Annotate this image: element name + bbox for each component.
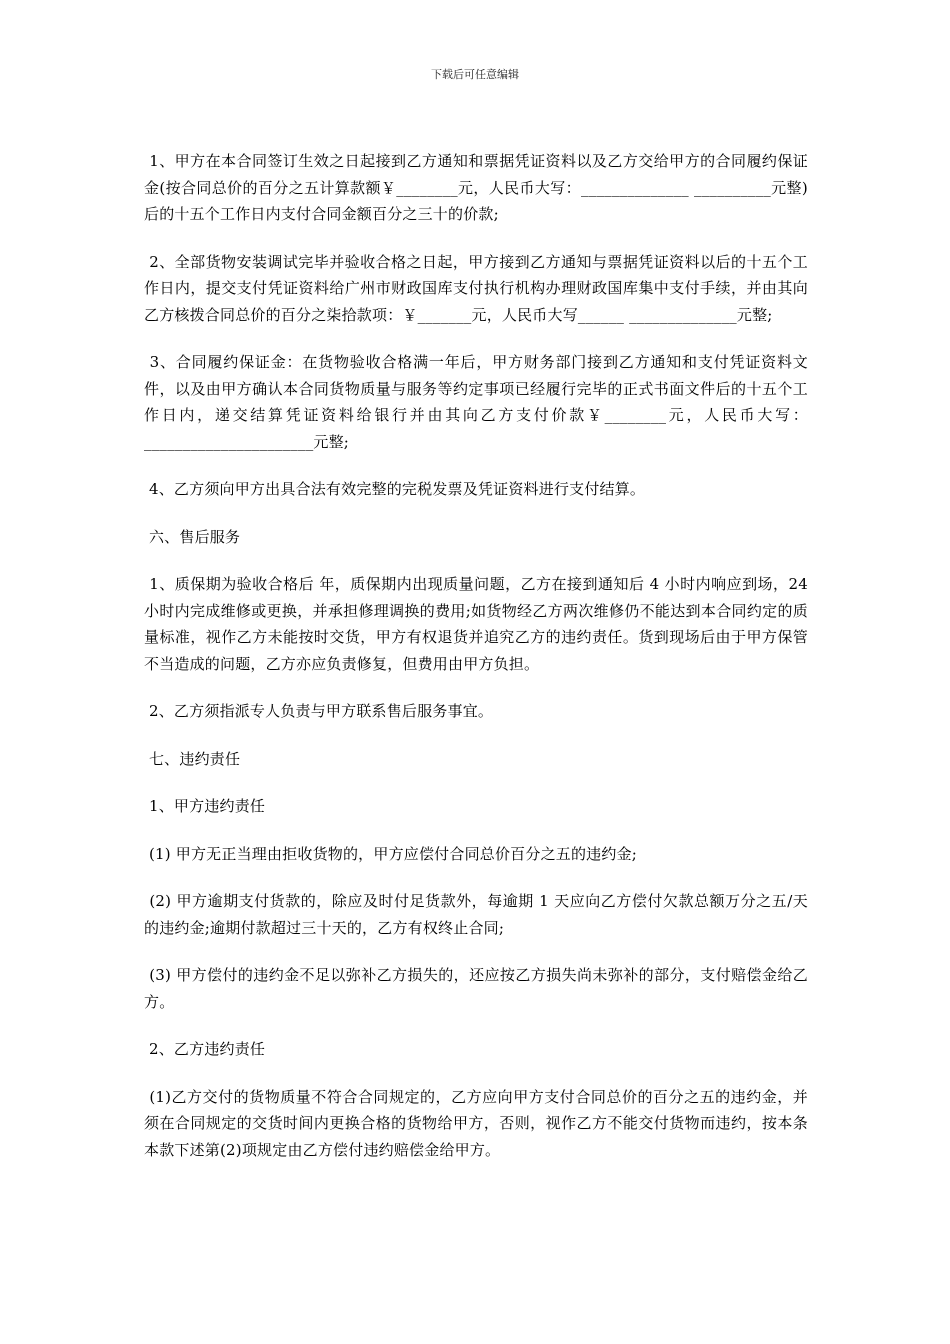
page-header-note: 下载后可任意编辑 xyxy=(431,68,519,81)
section-heading-breach: 七、违约责任 xyxy=(144,749,241,768)
party-a-breach-item-3: (3) 甲方偿付的违约金不足以弥补乙方损失的，还应按乙方损失尚未弥补的部分，支付赔偿金给乙方。 xyxy=(144,966,808,1011)
section-heading-after-sales: 六、售后服务 xyxy=(144,527,241,546)
payment-clause-4: 4、乙方须向甲方出具合法有效完整的完税发票及凭证资料进行支付结算。 xyxy=(144,480,646,498)
party-b-breach-item-1: (1)乙方交付的货物质量不符合合同规定的，乙方应向甲方支付合同总价的百分之五的违约金，并须在合同规定的交货时间内更换合格的货物给甲方，否则，视作乙方不能交付货物而违约，按本条本款下述第(2)项规定由乙方偿付违约赔偿金给甲方。 xyxy=(144,1087,809,1159)
payment-clause-2: 2、全部货物安装调试完毕并验收合格之日起，甲方接到乙方通知与票据凭证资料以后的十五个工作日内，提交支付凭证资料给广州市财政国库支付执行机构办理财政国库集中支付手续，并由其向乙方核拨合同总价的百分之柒拾款项：￥_______元，人民币大写______ ______________元整; xyxy=(144,252,809,324)
subheading-party-b-breach: 2、乙方违约责任 xyxy=(144,1040,266,1058)
after-sales-clause-1: 1、质保期为验收合格后 年，质保期内出现质量问题，乙方在接到通知后 4 小时内响应到场，24 小时内完成维修或更换，并承担修理调换的费用;如货物经乙方两次维修仍不能达到本合同约定的质量标准，视作乙方未能按时交货，甲方有权退货并追究乙方的违约责任。货到现场后由于甲方保管不当造成的问题，乙方亦应负责修复，但费用由甲方负担。 xyxy=(144,575,813,673)
party-a-breach-item-1: (1) 甲方无正当理由拒收货物的，甲方应偿付合同总价百分之五的违约金; xyxy=(144,844,638,863)
party-a-breach-item-2: (2) 甲方逾期支付货款的，除应及时付足货款外，每逾期 1 天应向乙方偿付欠款总额万分之五/天的违约金;逾期付款超过三十天的，乙方有权终止合同; xyxy=(144,892,808,937)
subheading-party-a-breach: 1、甲方违约责任 xyxy=(144,797,266,815)
payment-clause-3: 3、合同履约保证金：在货物验收合格满一年后，甲方财务部门接到乙方通知和支付凭证资料文件，以及由甲方确认本合同货物质量与服务等约定事项已经履行完毕的正式书面文件后的十五个工作日内，递交结算凭证资料给银行并由其向乙方支付价款￥________元，人民币大写：______________________元整; xyxy=(144,353,808,451)
after-sales-clause-2: 2、乙方须指派专人负责与甲方联系售后服务事宜。 xyxy=(144,702,494,720)
payment-clause-1: 1、甲方在本合同签订生效之日起接到乙方通知和票据凭证资料以及乙方交给甲方的合同履约保证金(按合同总价的百分之五计算款额￥________元，人民币大写：______________ __________元整)后的十五个工作日内支付合同金额百分之三十的价款; xyxy=(144,152,809,223)
document-body xyxy=(144,148,813,1184)
